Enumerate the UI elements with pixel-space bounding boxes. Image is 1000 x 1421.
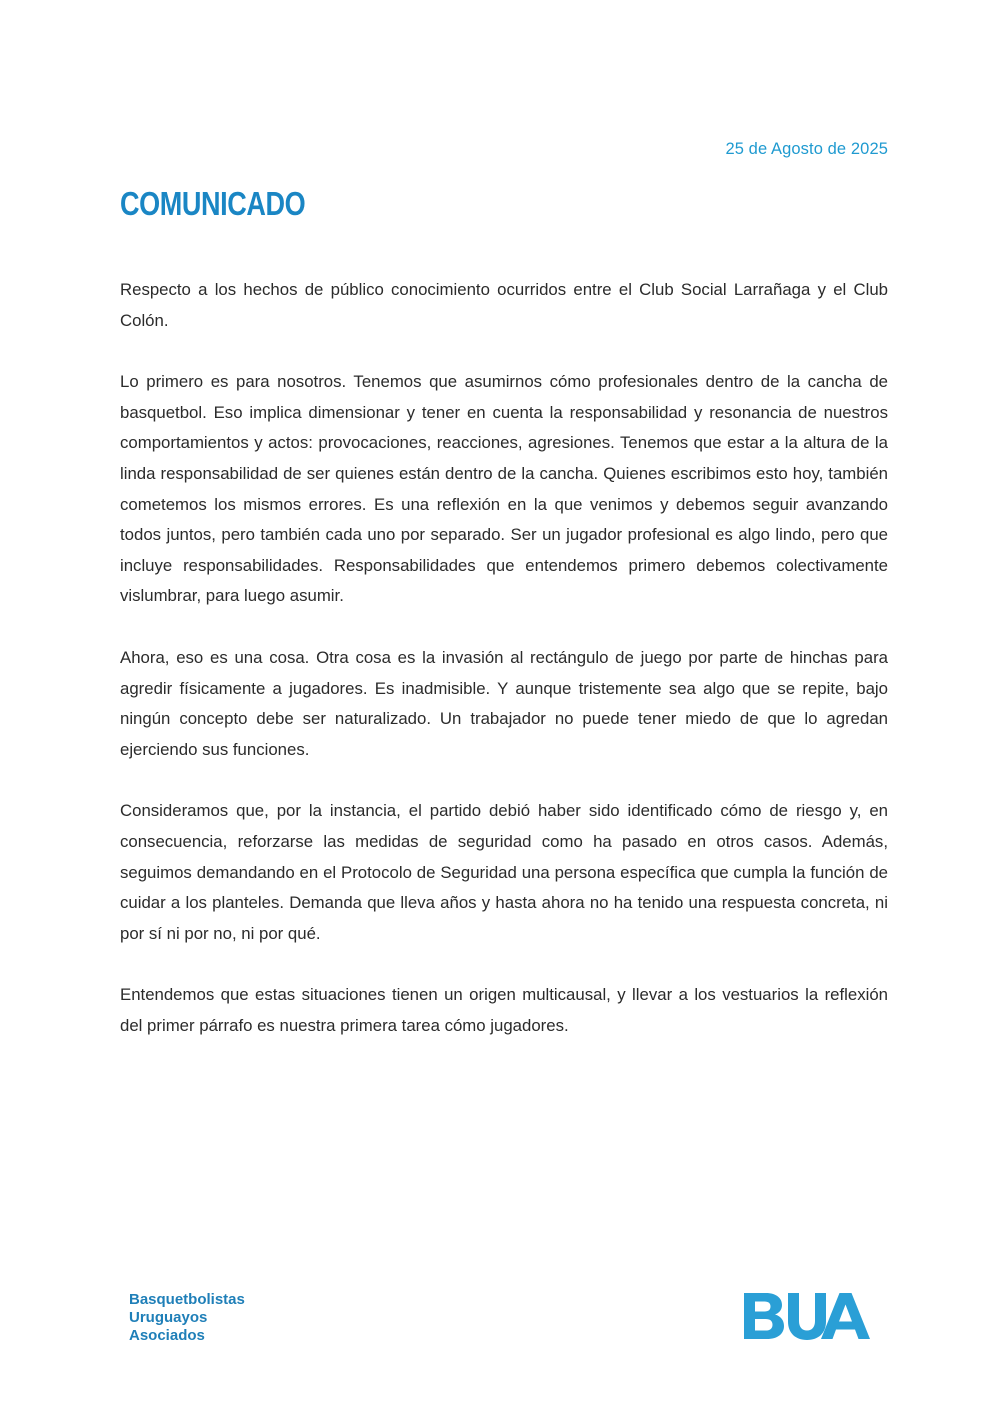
paragraph-2: Lo primero es para nosotros. Tenemos que asumirnos cómo profesionales dentro de la cancha de basquetbol. Eso implica dimensionar y tener en cuenta la responsabilidad y resonancia de nuestros comportamientos y actos: provocaciones, reacciones, agresiones. Tenemos que estar a la altura de la linda responsabilidad de ser quienes están dentro de la cancha. Quienes escribimos esto hoy, también cometemos los mismos errores. Es una reflexión en la que venimos y debemos seguir avanzando todos juntos, pero también cada uno por separado. Ser un jugador profesional es algo lindo, pero que incluye responsabilidades. Responsabilidades que entendemos primero debemos colectivamente vislumbrar, para luego asumir.	[120, 372, 888, 606]
document-date: 25 de Agosto de 2025	[725, 140, 888, 158]
paragraph-1: Respecto a los hechos de público conocimiento ocurridos entre el Club Social Larrañaga y el Club Colón.	[120, 280, 888, 330]
document-title: COMUNICADO	[120, 185, 306, 222]
bua-logo-icon	[742, 1287, 878, 1343]
paragraph-4: Consideramos que, por la instancia, el partido debió haber sido identificado cómo de riesgo y, en consecuencia, reforzarse las medidas de seguridad como ha pasado en otros casos. Además, seguimos demandando en el Protocolo de Seguridad una persona específica que cumpla la función de cuidar a los planteles. Demanda que lleva años y hasta ahora no ha tenido una respuesta concreta, ni por sí ni por no, ni por qué.	[120, 801, 888, 943]
organization-name-line-1: Basquetbolistas	[129, 1291, 245, 1308]
paragraph-5: Entendemos que estas situaciones tienen un origen multicausal, y llevar a los vestuarios la reflexión del primer párrafo es nuestra primera tarea cómo jugadores.	[120, 985, 888, 1035]
organization-name-line-2: Uruguayos	[129, 1309, 208, 1326]
paragraph-3: Ahora, eso es una cosa. Otra cosa es la invasión al rectángulo de juego por parte de hinchas para agredir físicamente a jugadores. Es inadmisible. Y aunque tristemente sea algo que se repite, bajo ningún concepto debe ser naturalizado. Un trabajador no puede tener miedo de que lo agredan ejerciendo sus funciones.	[120, 647, 888, 759]
organization-name	[129, 1291, 245, 1345]
document-body	[120, 275, 888, 1072]
organization-name-line-3: Asociados	[129, 1327, 205, 1344]
